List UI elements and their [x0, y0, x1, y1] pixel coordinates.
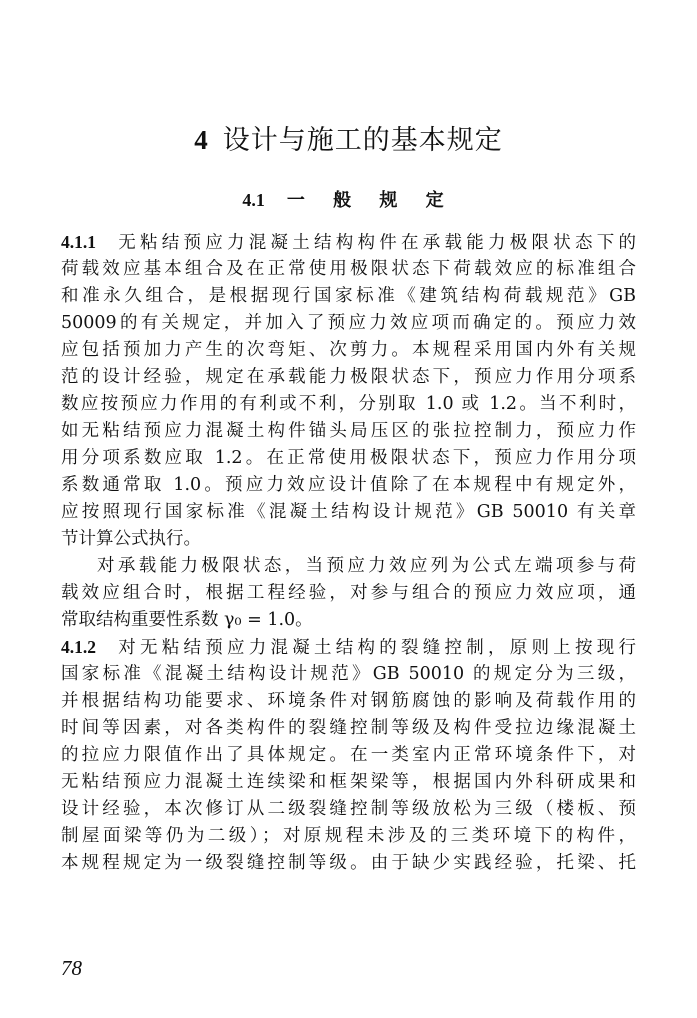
line-text: 无粘结预应力混凝土结构构件在承载能力极限状态下的: [114, 233, 636, 253]
section-title-text: 一 般 规 定: [286, 190, 455, 211]
paragraph-line: 的拉应力限值作出了具体规定。在一类室内正常环境条件下，对: [61, 745, 636, 765]
paragraph-line: 数应按预应力作用的有利或不利，分别取 1.0 或 1.2。当不利时，: [61, 394, 636, 414]
paragraph-line: 无粘结预应力混凝土连续梁和框架梁等，根据国内外科研成果和: [61, 772, 636, 792]
paragraph-line: 常取结构重要性系数 γ₀ = 1.0。: [61, 610, 313, 630]
paragraph-line: 用分项系数应取 1.2。在正常使用极限状态下，预应力作用分项: [61, 448, 636, 468]
clause-number: 4.1.2: [61, 637, 96, 657]
paragraph-line: 应包括预加力产生的次弯矩、次剪力。本规程采用国内外有关规: [61, 340, 636, 360]
page-number: 78: [61, 956, 82, 980]
paragraph-line: [61, 634, 636, 661]
paragraph-line: 制屋面梁等仍为二级）；对原规程未涉及的三类环境下的构件，: [61, 826, 636, 846]
paragraph-line: 和准永久组合，是根据现行国家标准《建筑结构荷载规范》GB: [61, 286, 636, 306]
paragraph-line: 如无粘结预应力混凝土构件锚头局压区的张拉控制力，预应力作: [61, 421, 636, 441]
paragraph-line: [61, 229, 636, 256]
line-text: 对无粘结预应力混凝土结构的裂缝控制，原则上按现行: [114, 638, 636, 658]
paragraph-line: 国家标准《混凝土结构设计规范》GB 50010 的规定分为三级，: [61, 664, 636, 684]
paragraph-line: 载效应组合时，根据工程经验，对参与组合的预应力效应项，通: [61, 583, 636, 603]
paragraph-line: 设计经验，本次修订从二级裂缝控制等级放松为三级（楼板、预: [61, 799, 636, 819]
body-text: [61, 229, 636, 877]
paragraph-line: 系数通常取 1.0。预应力效应设计值除了在本规程中有规定外，: [61, 475, 636, 495]
section-title: [0, 186, 697, 212]
paragraph-line: 并根据结构功能要求、环境条件对钢筋腐蚀的影响及荷载作用的: [61, 691, 636, 711]
chapter-title-text: 设计与施工的基本规定: [222, 125, 503, 156]
chapter-number: 4: [194, 125, 209, 155]
paragraph-line: 节计算公式执行。: [61, 529, 201, 549]
paragraph-line: 对承载能力极限状态，当预应力效应列为公式左端项参与荷: [97, 556, 636, 576]
paragraph-line: 本规程规定为一级裂缝控制等级。由于缺少实践经验，托梁、托: [61, 853, 636, 873]
paragraph-line: 应按照现行国家标准《混凝土结构设计规范》GB 50010 有关章: [61, 502, 636, 522]
chapter-title: [0, 118, 697, 157]
section-number: 4.1: [242, 190, 265, 210]
paragraph-line: 50009的有关规定，并加入了预应力效应项而确定的。预应力效: [61, 313, 636, 333]
paragraph-line: 荷载效应基本组合及在正常使用极限状态下荷载效应的标准组合: [61, 259, 636, 279]
paragraph-line: 范的设计经验，规定在承载能力极限状态下，预应力作用分项系: [61, 367, 636, 387]
paragraph-line: 时间等因素，对各类构件的裂缝控制等级及构件受拉边缘混凝土: [61, 718, 636, 738]
clause-number: 4.1.1: [61, 232, 96, 252]
